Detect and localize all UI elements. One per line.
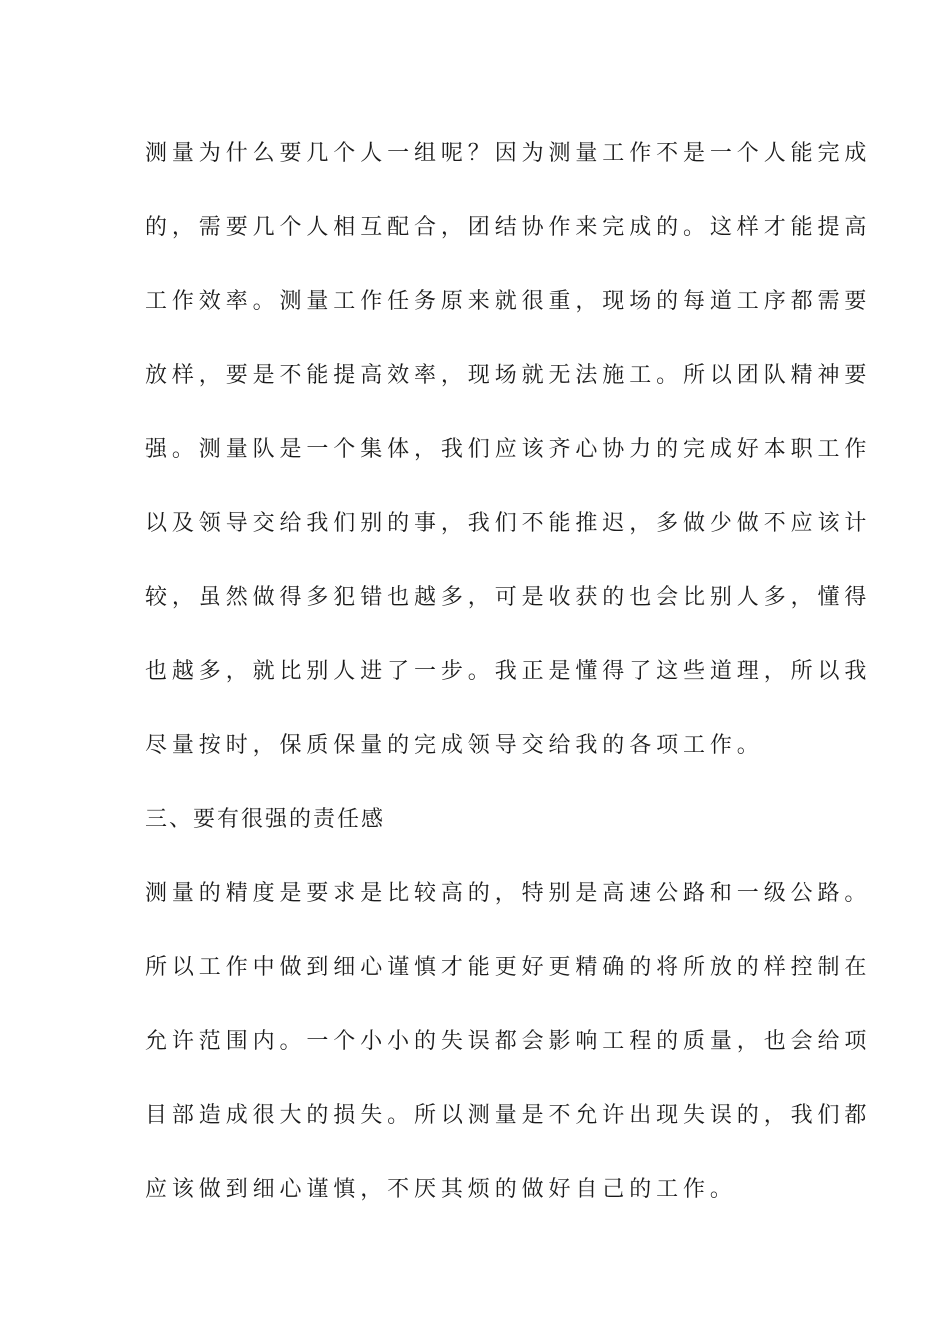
paragraph-line: 应该做到细心谨慎，不厌其烦的做好自己的工作。 [145,1177,737,1202]
paragraph-line: 也越多，就比别人进了一步。我正是懂得了这些道理，所以我 [145,659,872,684]
paragraph-line: 工作效率。测量工作任务原来就很重，现场的每道工序都需要 [145,289,872,314]
paragraph-line: 放样，要是不能提高效率，现场就无法施工。所以团队精神要 [145,363,872,388]
paragraph-line: 以及领导交给我们别的事，我们不能推迟，多做少做不应该计 [145,511,872,536]
paragraph-line: 目部造成很大的损失。所以测量是不允许出现失误的，我们都 [145,1103,872,1128]
paragraph-line: 的，需要几个人相互配合，团结协作来完成的。这样才能提高 [145,215,872,240]
paragraph-line: 较，虽然做得多犯错也越多，可是收获的也会比别人多，懂得 [145,585,872,610]
paragraph-line: 强。测量队是一个集体，我们应该齐心协力的完成好本职工作 [145,437,872,462]
paragraph-line: 测量为什么要几个人一组呢？因为测量工作不是一个人能完成 [145,141,872,166]
document-body [145,126,872,1236]
paragraph-line: 所以工作中做到细心谨慎才能更好更精确的将所放的样控制在 [145,955,872,980]
paragraph-line: 尽量按时，保质保量的完成领导交给我的各项工作。 [145,733,764,758]
paragraph-line: 允许范围内。一个小小的失误都会影响工程的质量，也会给项 [145,1029,872,1054]
section-heading: 三、要有很强的责任感 [145,807,386,832]
paragraph-line: 测量的精度是要求是比较高的，特别是高速公路和一级公路。 [145,881,872,906]
